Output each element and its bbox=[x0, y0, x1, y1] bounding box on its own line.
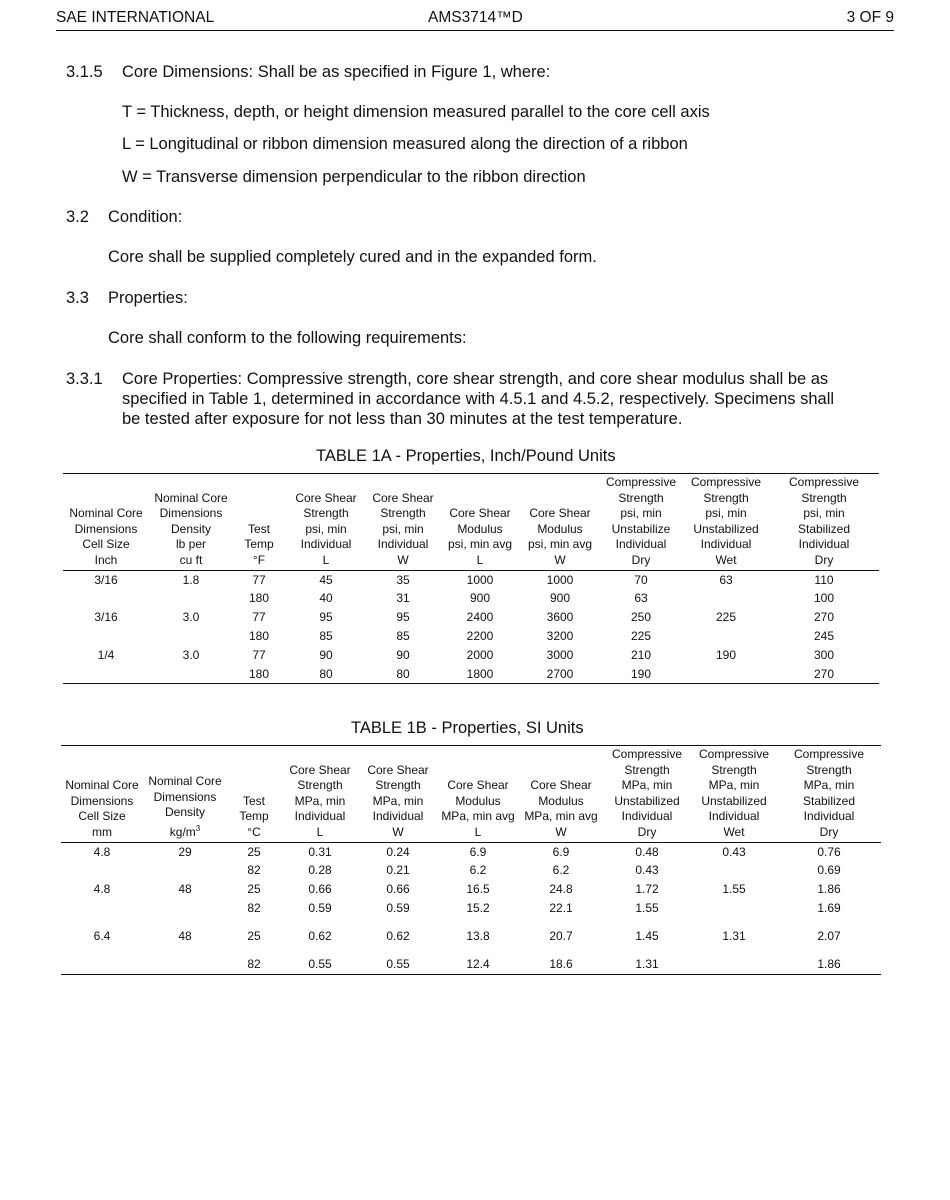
header-line: Unstabilized bbox=[701, 793, 767, 808]
header-line: Modulus bbox=[457, 521, 503, 536]
header-line: Unstabilized bbox=[693, 521, 759, 536]
table-cell: 1.55 bbox=[635, 901, 659, 916]
header-line: Wet bbox=[723, 824, 745, 839]
table-cell: 190 bbox=[715, 648, 737, 663]
section-3-3-1-line: specified in Table 1, determined in accordance with 4.5.1 and 4.5.2, respectively. Specimens shall bbox=[122, 390, 835, 408]
header-line: Individual bbox=[621, 809, 673, 823]
table-cell: 190 bbox=[630, 666, 652, 681]
table-cell: 0.76 bbox=[817, 844, 841, 859]
header-line: °F bbox=[252, 552, 266, 567]
table-cell: 1.55 bbox=[722, 882, 746, 897]
table-cell: 82 bbox=[247, 901, 261, 916]
header-line: Individual bbox=[708, 809, 760, 823]
header-line: Core Shear bbox=[367, 762, 429, 777]
table1a-header-cell bbox=[367, 475, 439, 571]
table-cell: 3000 bbox=[546, 648, 574, 663]
table-cell: 4.8 bbox=[93, 882, 111, 897]
table-cell: 18.6 bbox=[549, 957, 573, 971]
table-1b-title: TABLE 1B - Properties, SI Units bbox=[351, 719, 584, 737]
table-cell: 24.8 bbox=[549, 882, 573, 897]
table-cell: 82 bbox=[247, 863, 261, 878]
table-cell: 20.7 bbox=[549, 929, 573, 944]
table-cell: 2200 bbox=[466, 629, 494, 644]
table-cell: 0.62 bbox=[386, 929, 410, 944]
header-line: L bbox=[476, 552, 484, 567]
table-cell: 270 bbox=[813, 666, 835, 681]
header-line: Nominal Core bbox=[65, 778, 139, 792]
table-row bbox=[63, 647, 879, 666]
header-line: psi, min bbox=[382, 521, 424, 536]
header-line: L bbox=[474, 824, 482, 839]
table-cell bbox=[683, 590, 769, 609]
section-3-2-title: Condition: bbox=[108, 208, 183, 226]
table1a-header-cell bbox=[63, 475, 149, 571]
table1b-header-cell bbox=[61, 747, 143, 843]
table-cell: 29 bbox=[178, 844, 192, 859]
table-cell: 100 bbox=[813, 591, 835, 606]
table1a-header-cell bbox=[599, 475, 683, 571]
header-line: W bbox=[554, 552, 566, 567]
header-line: Individual bbox=[294, 809, 346, 823]
table-cell: 210 bbox=[630, 648, 652, 663]
table-cell bbox=[63, 628, 149, 647]
table-cell bbox=[61, 900, 143, 919]
header-line: Nominal Core bbox=[148, 774, 222, 788]
header-line: L bbox=[322, 552, 330, 567]
table-cell: 0.43 bbox=[722, 844, 746, 859]
header-right: 3 OF 9 bbox=[846, 9, 894, 26]
header-line: Strength bbox=[624, 762, 670, 777]
header-line: Unstabilized bbox=[614, 793, 680, 808]
table-cell: 85 bbox=[396, 629, 410, 644]
table-cell: 0.55 bbox=[386, 957, 410, 971]
table-cell: 95 bbox=[396, 610, 410, 625]
header-line: Compressive bbox=[605, 475, 677, 489]
table-cell: 16.5 bbox=[466, 882, 490, 897]
header-line: Strength bbox=[703, 490, 749, 505]
table-cell: 15.2 bbox=[466, 901, 490, 916]
table-cell: 77 bbox=[252, 648, 266, 663]
table-cell: 3.0 bbox=[182, 648, 200, 663]
header-line: Modulus bbox=[538, 793, 584, 808]
header-line: Individual bbox=[803, 809, 855, 823]
table-cell: 225 bbox=[715, 610, 737, 625]
table-cell: 90 bbox=[319, 648, 333, 663]
header-line: MPa, min avg bbox=[524, 809, 598, 823]
table1b-header-cell bbox=[691, 747, 777, 843]
table-cell: 80 bbox=[319, 666, 333, 681]
table-row bbox=[61, 956, 881, 975]
header-line: Dry bbox=[814, 552, 834, 567]
table-cell: 1/4 bbox=[97, 648, 115, 663]
table-1a-title: TABLE 1A - Properties, Inch/Pound Units bbox=[316, 447, 616, 465]
table-row bbox=[63, 609, 879, 628]
table-cell: 3600 bbox=[546, 610, 574, 625]
table1a-header-cell bbox=[769, 475, 879, 571]
table-cell: 180 bbox=[248, 629, 270, 644]
table-cell: 1.69 bbox=[817, 901, 841, 916]
header-line: MPa, min bbox=[708, 778, 760, 792]
header-line: psi, min bbox=[620, 506, 662, 520]
table-cell: 0.48 bbox=[635, 844, 659, 859]
table-cell bbox=[683, 666, 769, 684]
header-line: cu ft bbox=[179, 552, 203, 567]
table-cell: 25 bbox=[247, 844, 261, 859]
table-cell: 0.43 bbox=[635, 863, 659, 878]
section-3-3-text: Core shall conform to the following requirements: bbox=[108, 329, 467, 347]
table-cell: 0.62 bbox=[308, 929, 332, 944]
table-cell: 77 bbox=[252, 610, 266, 625]
header-line: Compressive bbox=[611, 747, 683, 761]
table-cell bbox=[143, 956, 227, 975]
header-line: kg/m bbox=[169, 824, 196, 839]
table1b-header-cell bbox=[603, 747, 691, 843]
header-line: Cell Size bbox=[78, 809, 126, 823]
table-cell: 900 bbox=[549, 591, 571, 606]
header-line: mm bbox=[92, 824, 112, 839]
header-line: Dry bbox=[819, 824, 839, 839]
header-line: Strength bbox=[711, 762, 757, 777]
table-cell: 180 bbox=[248, 666, 270, 681]
table-cell: 63 bbox=[634, 591, 648, 606]
table-cell bbox=[149, 628, 233, 647]
table-1a-top-rule bbox=[63, 473, 879, 474]
header-line: Individual bbox=[372, 809, 424, 823]
table-cell: 0.66 bbox=[386, 882, 410, 897]
table-cell bbox=[63, 590, 149, 609]
table-cell: 85 bbox=[319, 629, 333, 644]
table-cell: 0.69 bbox=[817, 863, 841, 878]
header-line: Dimensions bbox=[74, 521, 138, 536]
header-line: psi, min avg bbox=[447, 537, 513, 551]
header-line: Dry bbox=[631, 552, 651, 567]
section-3-3-number: 3.3 bbox=[66, 289, 89, 307]
header-line: MPa, min bbox=[621, 778, 673, 792]
table-cell: 12.4 bbox=[466, 957, 490, 971]
header-line: Core Shear bbox=[295, 490, 357, 505]
table-cell: 82 bbox=[247, 957, 261, 971]
header-line: Stabilized bbox=[797, 521, 851, 536]
table-cell: 90 bbox=[396, 648, 410, 663]
table-row bbox=[63, 666, 879, 684]
table-cell bbox=[683, 628, 769, 647]
header-line: MPa, min bbox=[294, 793, 346, 808]
superscript: 3 bbox=[195, 823, 201, 833]
header-line: Compressive bbox=[788, 475, 860, 489]
table1a-header-cell bbox=[439, 475, 521, 571]
header-line: Core Shear bbox=[530, 778, 592, 792]
table-cell: 6.4 bbox=[93, 929, 111, 944]
header-line: Temp bbox=[244, 537, 274, 551]
table-cell: 1.72 bbox=[635, 882, 659, 897]
table-cell bbox=[61, 956, 143, 975]
header-line: Strength bbox=[618, 490, 664, 505]
table-cell: 70 bbox=[634, 572, 648, 587]
header-line: Compressive bbox=[793, 747, 865, 761]
section-3-1-5-number: 3.1.5 bbox=[66, 63, 103, 81]
table-cell: 1800 bbox=[466, 666, 494, 681]
table-cell: 0.66 bbox=[308, 882, 332, 897]
header-line: psi, min bbox=[803, 506, 845, 520]
table-cell: 1.86 bbox=[817, 882, 841, 897]
table-cell bbox=[691, 900, 777, 919]
table-cell: 6.2 bbox=[469, 863, 487, 878]
table-cell: 1.45 bbox=[635, 929, 659, 944]
table-row bbox=[61, 881, 881, 900]
header-line: Compressive bbox=[690, 475, 762, 489]
header-rule bbox=[56, 30, 894, 31]
table-cell: 1000 bbox=[466, 572, 494, 587]
section-3-3-title: Properties: bbox=[108, 289, 188, 307]
definition-l: L = Longitudinal or ribbon dimension measured along the direction of a ribbon bbox=[122, 135, 688, 153]
table-cell bbox=[149, 666, 233, 684]
header-line: °C bbox=[247, 824, 261, 839]
table-cell: 270 bbox=[813, 610, 835, 625]
header-line: Dimensions bbox=[159, 506, 223, 520]
table-cell: 31 bbox=[396, 591, 410, 606]
section-3-2-number: 3.2 bbox=[66, 208, 89, 226]
table1b-header-cell bbox=[143, 747, 227, 843]
table-cell: 0.55 bbox=[308, 957, 332, 971]
header-line: Wet bbox=[715, 552, 737, 567]
table1b-header-cell bbox=[437, 747, 519, 843]
header-line: psi, min bbox=[305, 521, 347, 536]
table1b-header-cell bbox=[777, 747, 881, 843]
header-line: Individual bbox=[700, 537, 752, 551]
section-3-3-1-number: 3.3.1 bbox=[66, 370, 103, 388]
header-line: L bbox=[316, 824, 324, 839]
section-3-2-text: Core shall be supplied completely cured and in the expanded form. bbox=[108, 248, 597, 266]
table-cell bbox=[63, 666, 149, 684]
table1a-header-cell bbox=[149, 475, 233, 571]
table-cell: 77 bbox=[252, 572, 266, 587]
table-cell: 22.1 bbox=[549, 901, 573, 916]
header-line: Unstabilize bbox=[611, 521, 671, 536]
header-line: Modulus bbox=[537, 521, 583, 536]
header-line: Nominal Core bbox=[69, 506, 143, 520]
header-line: Dry bbox=[637, 824, 657, 839]
definition-w: W = Transverse dimension perpendicular to the ribbon direction bbox=[122, 168, 586, 186]
table-cell: 48 bbox=[178, 929, 192, 944]
header-line: Strength bbox=[375, 778, 421, 792]
header-line: psi, min bbox=[705, 506, 747, 520]
table-row bbox=[61, 862, 881, 881]
table-cell: 900 bbox=[469, 591, 491, 606]
header-line: Individual bbox=[615, 537, 667, 551]
header-line: Core Shear bbox=[289, 762, 351, 777]
header-line: MPa, min bbox=[372, 793, 424, 808]
table-1b bbox=[61, 747, 881, 975]
table-cell: 0.59 bbox=[386, 901, 410, 916]
header-line: Strength bbox=[380, 506, 426, 520]
table-cell: 95 bbox=[319, 610, 333, 625]
table-cell: 1.31 bbox=[722, 929, 746, 944]
table-cell: 63 bbox=[719, 572, 733, 587]
table-cell: 6.2 bbox=[552, 863, 570, 878]
header-line: Dimensions bbox=[153, 789, 217, 804]
table-cell: 2000 bbox=[466, 648, 494, 663]
table-cell: 40 bbox=[319, 591, 333, 606]
table-cell: 110 bbox=[814, 572, 834, 587]
table-cell bbox=[143, 862, 227, 881]
table-cell: 0.59 bbox=[308, 901, 332, 916]
table-row bbox=[61, 843, 881, 862]
header-line: Compressive bbox=[698, 747, 770, 761]
header-line: Strength bbox=[806, 762, 852, 777]
header-line: W bbox=[397, 552, 409, 567]
table-row bbox=[63, 590, 879, 609]
table1b-header-cell bbox=[227, 747, 281, 843]
header-line: Strength bbox=[297, 778, 343, 792]
header-line: Density bbox=[170, 521, 211, 536]
table-cell: 0.31 bbox=[308, 844, 332, 859]
table-cell: 2400 bbox=[466, 610, 494, 625]
table-cell: 35 bbox=[396, 572, 410, 587]
table-cell: 80 bbox=[396, 666, 410, 681]
header-line: Strength bbox=[801, 490, 847, 505]
table-row bbox=[63, 571, 879, 590]
table-1a-header-row bbox=[63, 475, 879, 571]
table1a-header-cell bbox=[285, 475, 367, 571]
table-cell: 0.28 bbox=[308, 863, 332, 878]
table1b-header-cell bbox=[519, 747, 603, 843]
table-cell: 1.8 bbox=[182, 572, 200, 587]
table-cell bbox=[691, 956, 777, 975]
table-cell: 13.8 bbox=[466, 929, 490, 944]
header-line: Core Shear bbox=[447, 778, 509, 792]
table-cell: 0.24 bbox=[386, 844, 410, 859]
header-line: Inch bbox=[94, 552, 118, 567]
table1b-header-cell bbox=[281, 747, 359, 843]
header-line: Stabilized bbox=[802, 793, 856, 808]
section-3-1-5-text: Core Dimensions: Shall be as specified in Figure 1, where: bbox=[122, 63, 551, 81]
table-cell: 3.0 bbox=[182, 610, 200, 625]
header-line: Cell Size bbox=[82, 537, 130, 551]
table-cell: 2700 bbox=[546, 666, 574, 681]
table-cell: 48 bbox=[178, 882, 192, 897]
section-3-3-1-line: be tested after exposure for not less than 30 minutes at the test temperature. bbox=[122, 410, 683, 428]
table-cell: 250 bbox=[630, 610, 652, 625]
header-line: Individual bbox=[798, 537, 850, 551]
section-3-3-1-line: Core Properties: Compressive strength, core shear strength, and core shear modulus shall be as bbox=[122, 370, 829, 388]
header-line: W bbox=[555, 824, 567, 839]
table-cell: 45 bbox=[319, 572, 333, 587]
table-1b-header-row bbox=[61, 747, 881, 843]
header-line: W bbox=[392, 824, 404, 839]
table-cell: 2.07 bbox=[817, 929, 841, 944]
definition-t: T = Thickness, depth, or height dimension measured parallel to the core cell axis bbox=[122, 103, 710, 121]
header-line: Test bbox=[242, 793, 265, 808]
table1a-header-cell bbox=[233, 475, 285, 571]
table1a-header-cell bbox=[683, 475, 769, 571]
table-cell: 1.31 bbox=[635, 957, 659, 971]
table-cell: 3/16 bbox=[94, 572, 118, 587]
table-row bbox=[61, 919, 881, 956]
table-cell: 0.21 bbox=[386, 863, 410, 878]
header-line: Individual bbox=[300, 537, 352, 551]
table1b-header-cell bbox=[359, 747, 437, 843]
table-cell: 180 bbox=[248, 591, 270, 606]
header-line: MPa, min avg bbox=[441, 809, 515, 823]
header-line: psi, min avg bbox=[527, 537, 593, 551]
header-center: AMS3714™D bbox=[428, 9, 523, 26]
header-line: Dimensions bbox=[70, 793, 134, 808]
header-line: Modulus bbox=[455, 793, 501, 808]
table-cell: 25 bbox=[247, 929, 261, 944]
table-cell bbox=[143, 900, 227, 919]
header-left: SAE INTERNATIONAL bbox=[56, 9, 215, 26]
table-cell: 6.9 bbox=[469, 844, 487, 859]
table-cell: 225 bbox=[630, 629, 652, 644]
table-cell bbox=[149, 590, 233, 609]
table-cell: 25 bbox=[247, 882, 261, 897]
table-row bbox=[63, 628, 879, 647]
table-cell bbox=[691, 862, 777, 881]
header-line: lb per bbox=[175, 537, 207, 551]
header-line: MPa, min bbox=[803, 778, 855, 792]
header-line: Density bbox=[164, 805, 205, 819]
table-cell: 6.9 bbox=[552, 844, 570, 859]
header-line: Temp bbox=[239, 809, 269, 823]
header-line: Core Shear bbox=[372, 490, 434, 505]
table-cell: 4.8 bbox=[93, 844, 111, 859]
table-cell: 245 bbox=[813, 629, 835, 644]
header-line: Core Shear bbox=[449, 506, 511, 520]
table1a-header-cell bbox=[521, 475, 599, 571]
header-line: Core Shear bbox=[529, 506, 591, 520]
table-cell: 3200 bbox=[546, 629, 574, 644]
table-cell: 3/16 bbox=[94, 610, 118, 625]
table-cell: 1.86 bbox=[817, 957, 841, 971]
table-1a bbox=[63, 475, 879, 684]
header-line: Nominal Core bbox=[154, 490, 228, 505]
table-row bbox=[61, 900, 881, 919]
table-1b-top-rule bbox=[61, 745, 881, 746]
header-line: Individual bbox=[377, 537, 429, 551]
header-line: Test bbox=[247, 521, 270, 536]
header-line: Strength bbox=[303, 506, 349, 520]
table-cell: 300 bbox=[813, 648, 835, 663]
table-cell bbox=[61, 862, 143, 881]
table-cell: 1000 bbox=[546, 572, 574, 587]
